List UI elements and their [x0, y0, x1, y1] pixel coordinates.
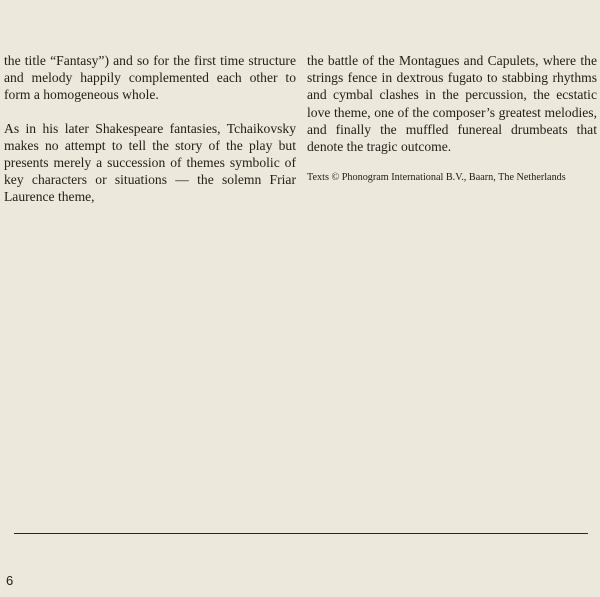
page-number: 6 — [6, 573, 14, 588]
right-column — [307, 52, 597, 200]
paragraph-fantasy-structure: the title “Fantasy”) and so for the first time structure and melody happily complemented each other to form a homogeneous whole. — [4, 53, 296, 103]
copyright-credit: Texts © Phonogram International B.V., Baarn, The Netherlands — [307, 172, 566, 184]
paragraph-montagues-capulets: the battle of the Montagues and Capulets, where the strings fence in dextrous fugato to stabbing rhythms and cymbal clashes in the percussion, the ecstatic love theme, one of the composer’s greatest melodies, and finally the muffled funereal drumbeats that denote the tragic outcome. — [307, 53, 597, 155]
left-column — [4, 52, 296, 222]
footer-rule — [14, 533, 588, 534]
paragraph-shakespeare-fantasies: As in his later Shakespeare fantasies, Tchaikovsky makes no attempt to tell the story of the play but presents merely a succession of themes symbolic of key characters or situations — the solemn Friar Laurence theme, — [4, 120, 296, 205]
